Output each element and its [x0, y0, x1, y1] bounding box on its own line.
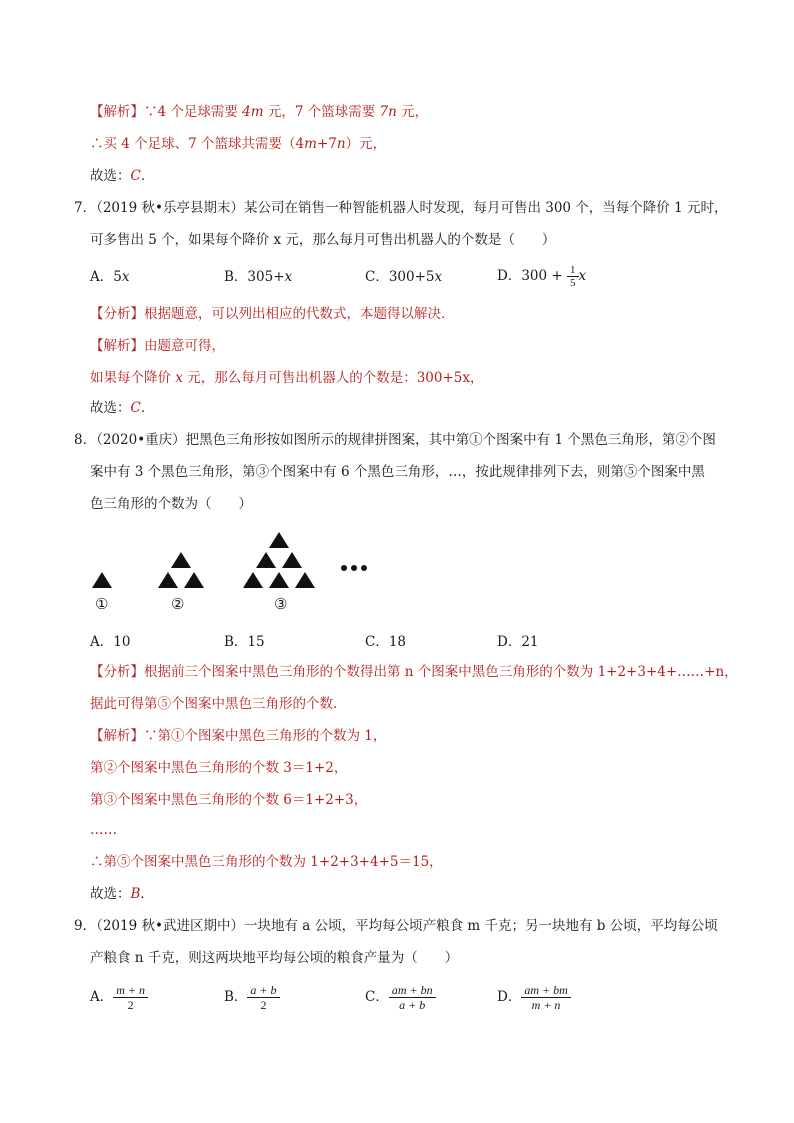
q7-fenxi: 【分析】根据题意，可以列出相应的代数式，本题得以解决．: [90, 306, 455, 322]
fraction: $\frac{a + b}{2}$: [247, 983, 279, 1012]
q8-option-c: C．18: [365, 634, 407, 650]
q7-option-c: C．300+5x: [365, 269, 443, 285]
analysis-tag: 【解析】: [90, 728, 144, 744]
pattern-label-2: ②: [171, 595, 185, 613]
triangle-pattern-figure: [88, 525, 388, 620]
q9-option-b: B． $\frac{a + b}{2}$: [224, 978, 280, 1016]
q7-option-b: B．305+x: [224, 269, 293, 285]
q7-option-d: D．300 + $\frac{1}{5}$ x: [497, 264, 587, 289]
q9-option-a: A． $\frac{m + n}{2}$: [90, 978, 148, 1016]
fraction: $\frac{am + bm}{m + n}$: [521, 983, 570, 1012]
analysis-tag: 【分析】: [90, 664, 144, 680]
black-triangle: [269, 532, 289, 548]
q9-stem-line1: 9．（2019 秋•武进区期中）一块地有 a 公顷，平均每公顷产粮食 m 千克；另一块地有 b 公顷，平均每公顷: [74, 918, 718, 934]
pattern-1: [92, 572, 112, 588]
q8-conclusion: ∴第⑤个图案中黑色三角形的个数为 1+2+3+4+5＝15，: [90, 854, 443, 870]
analysis-tag: 【解析】: [90, 104, 144, 120]
q8-stem-line2: 案中有 3 个黑色三角形，第③个图案中有 6 个黑色三角形，…，按此规律排列下去，则第⑤个图案中黑: [90, 464, 705, 480]
fraction: $\frac{am + bn}{a + b}$: [389, 983, 436, 1012]
q8-fenxi-line1: 【分析】根据前三个图案中黑色三角形的个数得出第 n 个图案中黑色三角形的个数为 1+2+3+4+……+n，: [90, 664, 738, 680]
q9-option-d: D． $\frac{am + bm}{m + n}$: [497, 978, 571, 1016]
fraction: $\frac{m + n}{2}$: [113, 983, 148, 1012]
black-triangle: [256, 552, 276, 568]
q8-stem-line1: 8．（2020•重庆）把黑色三角形按如图所示的规律拼图案，其中第①个图案中有 1 个黑色三角形，第②个图: [74, 432, 716, 448]
black-triangle: [92, 572, 112, 588]
q7-option-a: A．5x: [90, 269, 130, 285]
pattern-3: [243, 532, 315, 588]
q8-jiexi: 【解析】∵第①个图案中黑色三角形的个数为 1，: [90, 728, 387, 744]
q8-step-ellipsis: ……: [90, 822, 117, 838]
q6-answer: 故选：C．: [90, 168, 155, 184]
q7-result-line: 如果每个降价 x 元，那么每月可售出机器人的个数是：300+5x，: [90, 370, 484, 386]
q8-fenxi-line2: 据此可得第⑤个图案中黑色三角形的个数．: [90, 696, 347, 712]
black-triangle: [295, 572, 315, 588]
fraction: $\frac{1}{5}$: [567, 264, 579, 289]
q8-stem-line3: 色三角形的个数为（ ）: [90, 496, 252, 512]
black-triangle: [158, 572, 178, 588]
q6-analysis-line: 【解析】∵4 个足球需要 4m 元，7 个篮球需要 7n 元，: [90, 104, 429, 120]
q8-option-a: A．10: [90, 634, 131, 650]
q9-stem-line2: 产粮食 n 千克，则这两块地平均每公顷的粮食产量为（ ）: [90, 950, 459, 966]
q8-step-1: 第②个图案中黑色三角形的个数 3＝1+2，: [90, 760, 348, 776]
q8-answer: 故选：B．: [90, 886, 154, 902]
analysis-tag: 【解析】: [90, 338, 144, 354]
q7-stem-line1: 7．（2019 秋•乐亭县期末）某公司在销售一种智能机器人时发现，每月可售出 300 个，当每个降价 1 元时，: [74, 200, 728, 216]
ellipsis-dots: [341, 565, 367, 571]
q8-option-d: D．21: [497, 634, 539, 650]
pattern-label-3: ③: [274, 595, 288, 613]
black-triangle: [171, 552, 191, 568]
q7-stem-line2: 可多售出 5 个，如果每个降价 x 元，那么每月可售出机器人的个数是（ ）: [90, 232, 556, 248]
q6-conclusion-line: ∴买 4 个足球、7 个篮球共需要（4m+7n）元，: [90, 136, 387, 152]
q7-answer: 故选：C．: [90, 400, 155, 416]
q7-jiexi: 【解析】由题意可得，: [90, 338, 225, 354]
q8-option-b: B．15: [224, 634, 265, 650]
q9-option-c: C． $\frac{am + bn}{a + b}$: [365, 978, 436, 1016]
black-triangle: [269, 572, 289, 588]
black-triangle: [282, 552, 302, 568]
q8-step-2: 第③个图案中黑色三角形的个数 6＝1+2+3，: [90, 792, 368, 808]
analysis-tag: 【分析】: [90, 306, 144, 322]
black-triangle: [184, 572, 204, 588]
pattern-label-1: ①: [95, 595, 109, 613]
black-triangle: [243, 572, 263, 588]
pattern-2: [158, 552, 204, 588]
